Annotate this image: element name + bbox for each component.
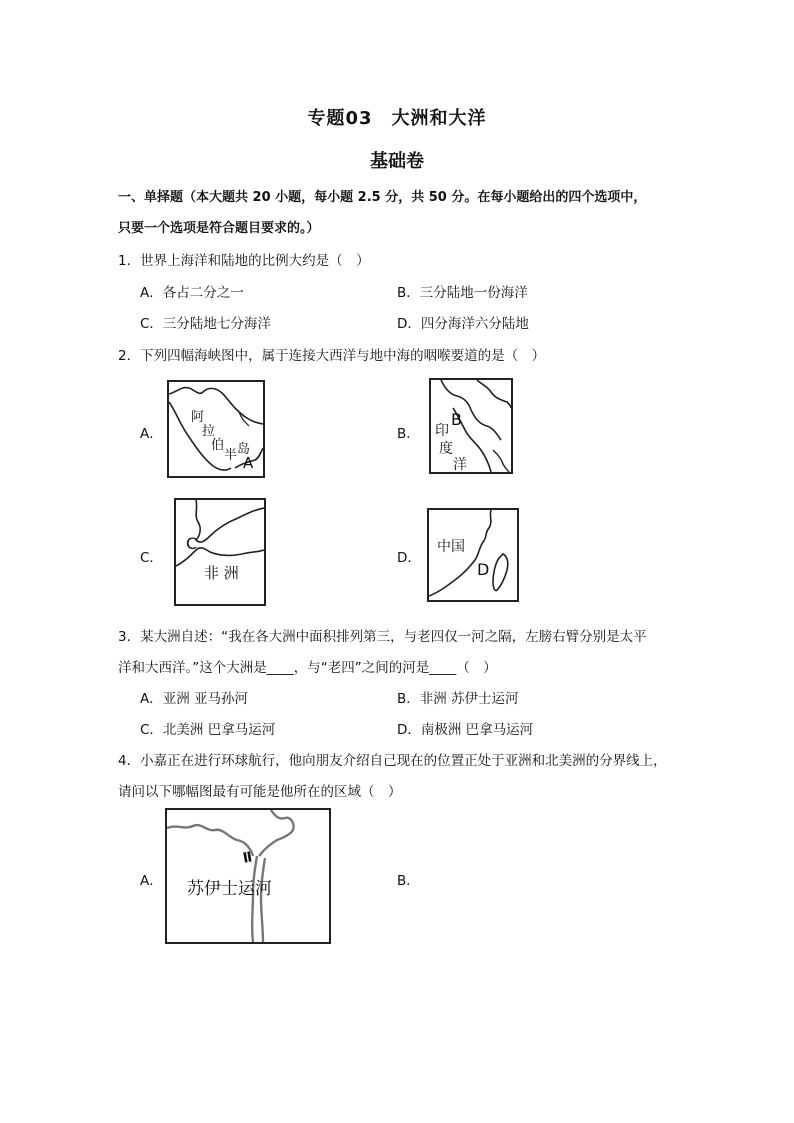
question-3-option-d[interactable]: D．南极洲 巴拿马运河 <box>397 722 534 738</box>
question-2-stem: 2．下列四幅海峡图中，属于连接大西洋与地中海的咽喉要道的是（ ） <box>118 348 546 364</box>
question-3-stem-line2: 洋和大西洋。”这个大洲是____，与“老四”之间的河是____（ ） <box>118 660 497 676</box>
question-2-option-d[interactable]: D． <box>397 550 421 566</box>
map-b-char-1: 印 <box>435 423 449 439</box>
map-c-mark: C <box>186 534 198 553</box>
question-1-stem: 1．世界上海洋和陆地的比例大约是（ ） <box>118 253 370 269</box>
map-a-char-1: 阿 <box>191 410 205 425</box>
question-4-stem-line1: 4．小嘉正在进行环球航行，他向朋友介绍自己现在的位置正处于亚洲和北美洲的分界线上， <box>118 753 667 769</box>
strait-map-b <box>429 378 513 474</box>
map-d-region-label: 中国 <box>437 539 465 555</box>
map-c-region-label: 非 洲 <box>204 564 239 582</box>
strait-map-d <box>427 508 519 602</box>
question-4-stem-line2: 请问以下哪幅图最有可能是他所在的区域（ ） <box>118 784 402 800</box>
question-3-option-c[interactable]: C．北美洲 巴拿马运河 <box>140 722 276 738</box>
question-3-option-a[interactable]: A．亚洲 亚马孙河 <box>140 691 249 707</box>
map-a-char-2: 拉 <box>202 424 216 439</box>
map-a-mark: A <box>243 454 254 472</box>
section-heading-line1: 一、单择题（本大题共 20 小题，每小题 2.5 分，共 50 分。在每小题给出的四个选项中， <box>118 190 647 205</box>
strait-map-c <box>174 498 266 606</box>
strait-map-a <box>167 380 265 478</box>
map-b-char-3: 洋 <box>453 457 467 473</box>
question-1-option-a[interactable]: A．各占二分之一 <box>140 285 244 301</box>
question-1-option-c[interactable]: C．三分陆地七分海洋 <box>140 316 271 332</box>
map-b-mark: B <box>451 410 462 429</box>
question-4-option-b[interactable]: B． <box>397 873 420 889</box>
map-d-mark: D <box>477 560 490 579</box>
question-1-option-d[interactable]: D．四分海洋六分陆地 <box>397 316 529 332</box>
question-2-option-a[interactable]: A． <box>140 426 163 442</box>
map-q4a-region-label: 苏伊士运河 <box>187 879 272 899</box>
map-a-char-5: 岛 <box>237 442 251 457</box>
question-2-option-c[interactable]: C． <box>140 550 163 566</box>
region-map-a <box>165 808 331 944</box>
question-3-stem-line1: 3．某大洲自述：“我在各大洲中面积排列第三，与老四仅一河之隔，左膀右臂分别是太平 <box>118 629 647 645</box>
map-a-char-3: 伯 <box>211 438 225 453</box>
question-1-option-b[interactable]: B．三分陆地一份海洋 <box>397 285 528 301</box>
map-a-char-4: 半 <box>224 448 238 463</box>
page-subtitle: 基础卷 <box>370 151 424 172</box>
map-q4a-mark: Ⅱ <box>241 849 254 867</box>
section-heading-line2: 只要一个选项是符合题目要求的。） <box>118 221 320 236</box>
question-2-option-b[interactable]: B． <box>397 426 420 442</box>
page-title: 专题03 大洲和大洋 <box>307 108 487 129</box>
map-b-char-2: 度 <box>439 441 453 457</box>
question-3-option-b[interactable]: B．非洲 苏伊士运河 <box>397 691 519 707</box>
question-4-option-a[interactable]: A． <box>140 873 163 889</box>
